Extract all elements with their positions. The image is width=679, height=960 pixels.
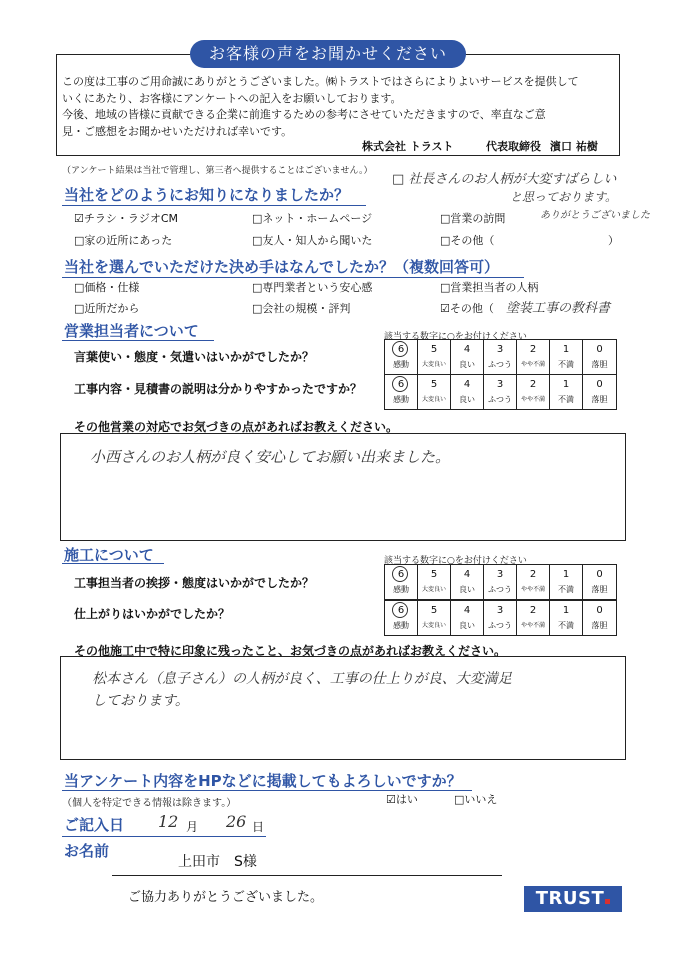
rating-number: 5 — [430, 344, 438, 355]
publish-yes-option[interactable]: ☑はい — [386, 793, 418, 806]
rating-label: 感動 — [393, 395, 409, 404]
rating-number: 4 — [463, 605, 471, 616]
q2-option-nearby[interactable]: □近所だから — [74, 302, 140, 315]
rating-number: 1 — [562, 569, 570, 580]
rating-option-4[interactable] — [451, 601, 484, 635]
rating-option-2[interactable] — [517, 375, 550, 409]
rating-selected-circle — [392, 566, 408, 582]
rating-option-3[interactable] — [484, 340, 517, 374]
handwritten-comment-line3: ありがとうございました — [540, 210, 650, 221]
rating-label: 落胆 — [591, 621, 608, 630]
date-day: 26 — [226, 812, 247, 831]
rating-label: 大変良い — [421, 622, 446, 629]
construction-q-greeting: 工事担当者の挨拶・態度はいかがでしたか？ — [74, 576, 315, 590]
rating-number: 5 — [430, 605, 438, 616]
rating-label: 良い — [459, 395, 475, 404]
sales-underline — [62, 340, 214, 341]
rating-label: ふつう — [488, 395, 512, 404]
q1-option-nearby[interactable]: □家の近所にあった — [74, 234, 173, 247]
q1-underline — [62, 205, 366, 206]
rating-option-1[interactable] — [550, 375, 583, 409]
publish-no-option[interactable]: □いいえ — [454, 793, 498, 806]
handwritten-comment-line1: □ 社長さんのお人柄が大変すばらしい — [392, 172, 617, 187]
survey-title: お客様の声をお聞かせください — [190, 40, 466, 68]
construction-underline — [62, 563, 164, 564]
rating-number: 3 — [496, 344, 504, 355]
rating-label: やや不満 — [520, 361, 545, 368]
rating-construction-greeting[interactable] — [384, 564, 617, 600]
rating-label: 大変良い — [421, 586, 446, 593]
rating-label: 落胆 — [591, 395, 608, 404]
rating-option-1[interactable] — [550, 340, 583, 374]
rating-label: やや不満 — [520, 622, 545, 629]
rating-option-0[interactable] — [583, 375, 616, 409]
customer-name: 上田市 S様 — [178, 854, 257, 870]
construction-heading: 施工について — [64, 546, 154, 564]
sales-heading: 営業担当者について — [64, 322, 199, 340]
rating-number: 0 — [596, 569, 603, 580]
rating-option-0[interactable] — [583, 601, 616, 635]
rating-option-4[interactable] — [451, 565, 484, 599]
rating-label: 落胆 — [591, 360, 608, 369]
sales-rating-hint: 該当する数字に○をお付けください — [384, 332, 527, 342]
date-month: 12 — [158, 812, 179, 831]
q1-option-other-close: ） — [608, 234, 619, 247]
rating-label: 落胆 — [591, 585, 608, 594]
rating-option-3[interactable] — [484, 565, 517, 599]
construction-comment-line1: 松本さん（息子さん）の人柄が良く、工事の仕上りが良、大変満足 — [92, 671, 512, 687]
q2-underline — [62, 277, 524, 278]
date-month-unit: 月 — [186, 820, 199, 834]
q2-heading: 当社を選んでいただけた決め手はなんでしたか？（複数回答可） — [64, 258, 500, 276]
ceo-name: 濱口 祐樹 — [550, 140, 598, 153]
rating-number: 6 — [397, 605, 405, 616]
rating-label: 大変良い — [421, 396, 446, 403]
rating-option-4[interactable] — [451, 375, 484, 409]
rating-label: やや不満 — [520, 396, 545, 403]
q1-option-web[interactable]: □ネット・ホームページ — [252, 212, 373, 225]
rating-option-1[interactable] — [550, 601, 583, 635]
logo-red-dot — [605, 899, 610, 904]
rating-option-0[interactable] — [583, 565, 616, 599]
construction-rating-hint: 該当する数字に○をお付けください — [384, 556, 527, 566]
rating-option-2[interactable] — [517, 565, 550, 599]
company-name: 株式会社 トラスト — [362, 140, 454, 153]
rating-number: 2 — [529, 379, 537, 390]
rating-number: 1 — [562, 344, 570, 355]
rating-label: 良い — [459, 621, 475, 630]
rating-option-0[interactable] — [583, 340, 616, 374]
rating-option-6[interactable] — [385, 375, 418, 409]
rating-label: やや不満 — [520, 586, 545, 593]
rating-label: 良い — [459, 585, 475, 594]
trust-logo: TRUST — [524, 886, 622, 912]
name-label: お名前 — [64, 842, 110, 860]
rating-option-6[interactable] — [385, 340, 418, 374]
rating-selected-circle — [392, 376, 408, 392]
rating-number: 5 — [430, 379, 438, 390]
date-day-unit: 日 — [252, 820, 265, 834]
rating-option-5[interactable] — [418, 565, 451, 599]
date-underline — [62, 836, 266, 837]
rating-label: 不満 — [558, 621, 574, 630]
rating-selected-circle — [392, 341, 408, 357]
name-underline — [112, 875, 502, 876]
ceo-role: 代表取締役 — [486, 140, 541, 153]
rating-number: 3 — [496, 605, 504, 616]
rating-number: 2 — [529, 605, 537, 616]
sales-comment-question: その他営業の対応でお気づきの点があればお教えください。 — [74, 420, 399, 434]
rating-option-5[interactable] — [418, 601, 451, 635]
rating-label: 不満 — [558, 360, 574, 369]
q2-option-reputation[interactable]: □会社の規模・評判 — [252, 302, 351, 315]
publish-note: （個人を特定できる情報は除きます。） — [62, 798, 237, 809]
handwritten-comment-line2: と思っております。 — [510, 190, 618, 204]
rating-number: 0 — [596, 379, 603, 390]
rating-number: 0 — [596, 605, 603, 616]
rating-option-4[interactable] — [451, 340, 484, 374]
rating-number: 3 — [496, 379, 504, 390]
sales-q-explain: 工事内容・見積書の説明は分かりやすかったですか？ — [74, 382, 363, 396]
rating-number: 3 — [496, 569, 504, 580]
rating-option-2[interactable] — [517, 601, 550, 635]
rating-label: 不満 — [558, 585, 574, 594]
rating-label: 感動 — [393, 360, 409, 369]
rating-number: 6 — [397, 379, 405, 390]
rating-number: 1 — [562, 605, 570, 616]
thanks-text: ご協力ありがとうございました。 — [128, 890, 324, 905]
rating-label: 不満 — [558, 395, 574, 404]
construction-comment-line2: しております。 — [92, 693, 189, 709]
q1-option-other[interactable]: □その他（ — [440, 234, 495, 247]
rating-sales-explain[interactable] — [384, 374, 617, 410]
rating-label: 良い — [459, 360, 475, 369]
rating-option-3[interactable] — [484, 601, 517, 635]
intro-text: この度は工事のご用命誠にありがとうございました。㈱トラストではさらによりよいサービスを提供して いくにあたり、お客様にアンケートへの記入をお願いしております。 今後、地域の皆様に貢献できる企業に前進するための参考にさせていただきますので、率直なご意 見・ご感想をお聞かせいただければ幸いです。 — [62, 75, 579, 138]
q1-option-flyer[interactable]: ☑チラシ・ラジオCM — [74, 212, 179, 225]
rating-option-5[interactable] — [418, 375, 451, 409]
rating-number: 1 — [562, 379, 570, 390]
rating-number: 6 — [397, 569, 405, 580]
rating-number: 5 — [430, 569, 438, 580]
q2-option-price[interactable]: □価格・仕様 — [74, 281, 140, 294]
construction-comment-question: その他施工中で特に印象に残ったこと、お気づきの点があればお教えください。 — [74, 644, 507, 658]
rating-number: 2 — [529, 569, 537, 580]
rating-number: 6 — [397, 344, 405, 355]
rating-number: 4 — [463, 344, 471, 355]
q2-option-specialist[interactable]: □専門業者という安心感 — [252, 281, 373, 294]
rating-label: ふつう — [488, 360, 512, 369]
rating-label: 感動 — [393, 585, 409, 594]
rating-number: 2 — [529, 344, 537, 355]
q2-option-sales-person[interactable]: □営業担当者の人柄 — [440, 281, 539, 294]
q1-option-visit[interactable]: □営業の訪問 — [440, 212, 506, 225]
rating-sales-words[interactable] — [384, 339, 617, 375]
rating-label: 感動 — [393, 621, 409, 630]
sales-q-words: 言葉使い・態度・気遣いはいかがでしたか？ — [74, 350, 315, 364]
privacy-note: （アンケート結果は当社で管理し、第三者へ提供することはございません。） — [62, 166, 373, 176]
q1-option-friend[interactable]: □友人・知人から聞いた — [252, 234, 373, 247]
rating-number: 4 — [463, 569, 471, 580]
construction-q-finish: 仕上がりはいかがでしたか？ — [74, 607, 231, 621]
rating-option-6[interactable] — [385, 601, 418, 635]
rating-construction-finish[interactable] — [384, 600, 617, 636]
rating-number: 0 — [596, 344, 603, 355]
rating-option-5[interactable] — [418, 340, 451, 374]
sales-comment-handwritten: 小西さんのお人柄が良く安心してお願い出来ました。 — [90, 448, 451, 466]
date-label: ご記入日 — [64, 816, 125, 834]
rating-option-3[interactable] — [484, 375, 517, 409]
q2-other-handwritten: 塗装工事の教科書 — [506, 301, 611, 316]
q1-heading: 当社をどのようにお知りになりましたか？ — [64, 186, 350, 204]
rating-label: ふつう — [488, 585, 512, 594]
rating-label: ふつう — [488, 621, 512, 630]
rating-number: 4 — [463, 379, 471, 390]
rating-option-2[interactable] — [517, 340, 550, 374]
rating-option-6[interactable] — [385, 565, 418, 599]
q2-option-other[interactable]: ☑その他（ — [440, 302, 494, 315]
rating-label: 大変良い — [421, 361, 446, 368]
rating-selected-circle — [392, 602, 408, 618]
publish-heading: 当アンケート内容をHPなどに掲載してもよろしいですか？ — [64, 772, 462, 790]
rating-option-1[interactable] — [550, 565, 583, 599]
